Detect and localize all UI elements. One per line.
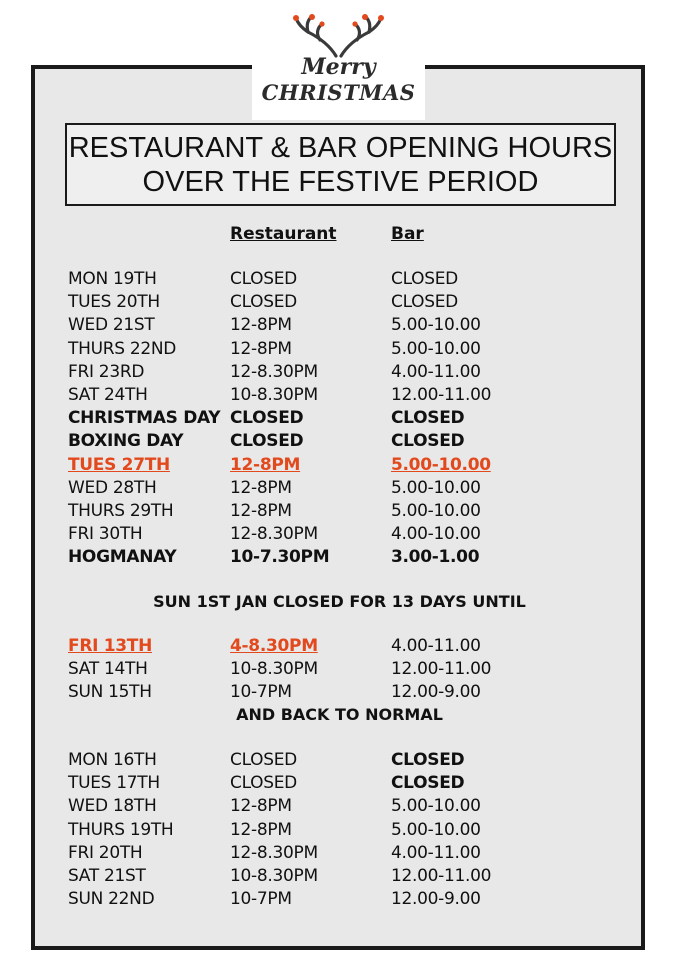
schedule-row [0,500,679,522]
bar-hours-cell: 5.00-10.00 [391,315,481,336]
day-cell: SUN 15TH [68,682,152,703]
day-cell: MON 16TH [68,750,157,770]
schedule-row [0,681,679,703]
title-box [65,123,616,206]
logo-merry-text: Merry [301,54,376,80]
day-cell: TUES 27TH [68,454,170,475]
bar-hours-cell: 4.00-11.00 [391,636,481,656]
bar-hours-cell: 12.00-11.00 [391,385,492,405]
schedule-row [0,772,679,794]
schedule-row [0,291,679,313]
restaurant-hours-cell: CLOSED [230,750,297,770]
schedule-row [0,338,679,360]
restaurant-hours-cell: CLOSED [230,269,297,289]
restaurant-hours-cell: 10-7.30PM [230,547,330,568]
day-cell: THURS 22ND [68,338,177,359]
day-cell: HOGMANAY [68,547,177,568]
schedule-row [0,454,679,476]
closure-note: SUN 1ST JAN CLOSED FOR 13 DAYS UNTIL [153,592,526,611]
bar-hours-cell: 5.00-10.00 [391,819,481,840]
schedule-row [0,523,679,545]
bar-hours-cell: 5.00-10.00 [391,477,481,498]
restaurant-hours-cell: 12-8.30PM [230,524,318,545]
schedule-row [0,314,679,336]
bar-hours-cell: CLOSED [391,773,465,794]
schedule-row [0,268,679,290]
day-cell: THURS 29TH [68,501,174,521]
restaurant-hours-cell: 10-8.30PM [230,866,318,886]
day-cell: SUN 22ND [68,889,155,910]
bar-hours-cell: 5.00-10.00 [391,796,481,817]
bar-hours-cell: CLOSED [391,431,465,452]
bar-hours-cell: 5.00-10.00 [391,454,491,475]
restaurant-hours-cell: 12-8PM [230,501,292,521]
restaurant-hours-cell: 12-8PM [230,477,292,498]
bar-hours-cell: 4.00-11.00 [391,361,481,382]
restaurant-hours-cell: 10-8.30PM [230,659,318,680]
day-cell: FRI 23RD [68,361,145,382]
bar-hours-cell: 5.00-10.00 [391,338,481,359]
day-cell: WED 28TH [68,477,157,498]
schedule-row [0,635,679,657]
schedule-row [0,749,679,771]
day-cell: FRI 30TH [68,524,143,545]
day-cell: TUES 17TH [68,773,160,794]
restaurant-hours-cell: 12-8PM [230,338,292,359]
schedule-row [0,842,679,864]
restaurant-hours-cell: CLOSED [230,292,297,313]
day-cell: SAT 14TH [68,659,148,680]
bar-hours-cell: 12.00-11.00 [391,866,492,886]
column-header-bar: Bar [391,224,424,244]
day-cell: WED 18TH [68,796,157,817]
bar-hours-cell: CLOSED [391,408,465,429]
schedule-row [0,819,679,841]
restaurant-hours-cell: 4-8.30PM [230,636,318,656]
day-cell: FRI 13TH [68,636,153,656]
day-cell: THURS 19TH [68,819,174,840]
day-cell: TUES 20TH [68,292,160,313]
column-header-restaurant: Restaurant [230,224,337,244]
schedule-row [0,430,679,452]
bar-hours-cell: 3.00-1.00 [391,547,480,568]
title-line-2: OVER THE FESTIVE PERIOD [142,165,539,198]
day-cell: FRI 20TH [68,842,143,863]
restaurant-hours-cell: 10-8.30PM [230,385,318,405]
schedule-row [0,888,679,910]
day-cell: BOXING DAY [68,431,184,452]
bar-hours-cell: 5.00-10.00 [391,501,481,521]
restaurant-hours-cell: CLOSED [230,408,304,429]
antlers-icon [290,14,387,58]
restaurant-hours-cell: 12-8.30PM [230,361,318,382]
bar-hours-cell: 4.00-10.00 [391,524,481,545]
bar-hours-cell: 4.00-11.00 [391,842,481,863]
restaurant-hours-cell: 12-8PM [230,315,292,336]
restaurant-hours-cell: 12-8PM [230,796,292,817]
restaurant-hours-cell: 12-8PM [230,454,301,475]
day-cell: MON 19TH [68,269,157,289]
schedule-row [0,407,679,429]
restaurant-hours-cell: CLOSED [230,773,297,794]
bar-hours-cell: CLOSED [391,269,458,289]
restaurant-hours-cell: CLOSED [230,431,304,452]
title-line-1: RESTAURANT & BAR OPENING HOURS [68,131,613,164]
day-cell: SAT 21ST [68,866,146,886]
bar-hours-cell: 12.00-9.00 [391,889,481,910]
bar-hours-cell: 12.00-11.00 [391,659,492,680]
restaurant-hours-cell: 12-8PM [230,819,292,840]
schedule-row [0,384,679,406]
schedule-row [0,658,679,680]
restaurant-hours-cell: 10-7PM [230,682,292,703]
restaurant-hours-cell: 12-8.30PM [230,842,318,863]
schedule-row [0,361,679,383]
schedule-row [0,865,679,887]
logo-christmas-text: CHRISTMAS [261,80,416,105]
schedule-row [0,795,679,817]
day-cell: SAT 24TH [68,385,148,405]
schedule-row [0,477,679,499]
bar-hours-cell: 12.00-9.00 [391,682,481,703]
bar-hours-cell: CLOSED [391,750,465,770]
restaurant-hours-cell: 10-7PM [230,889,292,910]
back-to-normal-note: AND BACK TO NORMAL [236,705,443,724]
day-cell: WED 21ST [68,315,155,336]
merry-christmas-logo [252,10,425,120]
day-cell: CHRISTMAS DAY [68,408,221,429]
bar-hours-cell: CLOSED [391,292,458,313]
schedule-row [0,546,679,568]
